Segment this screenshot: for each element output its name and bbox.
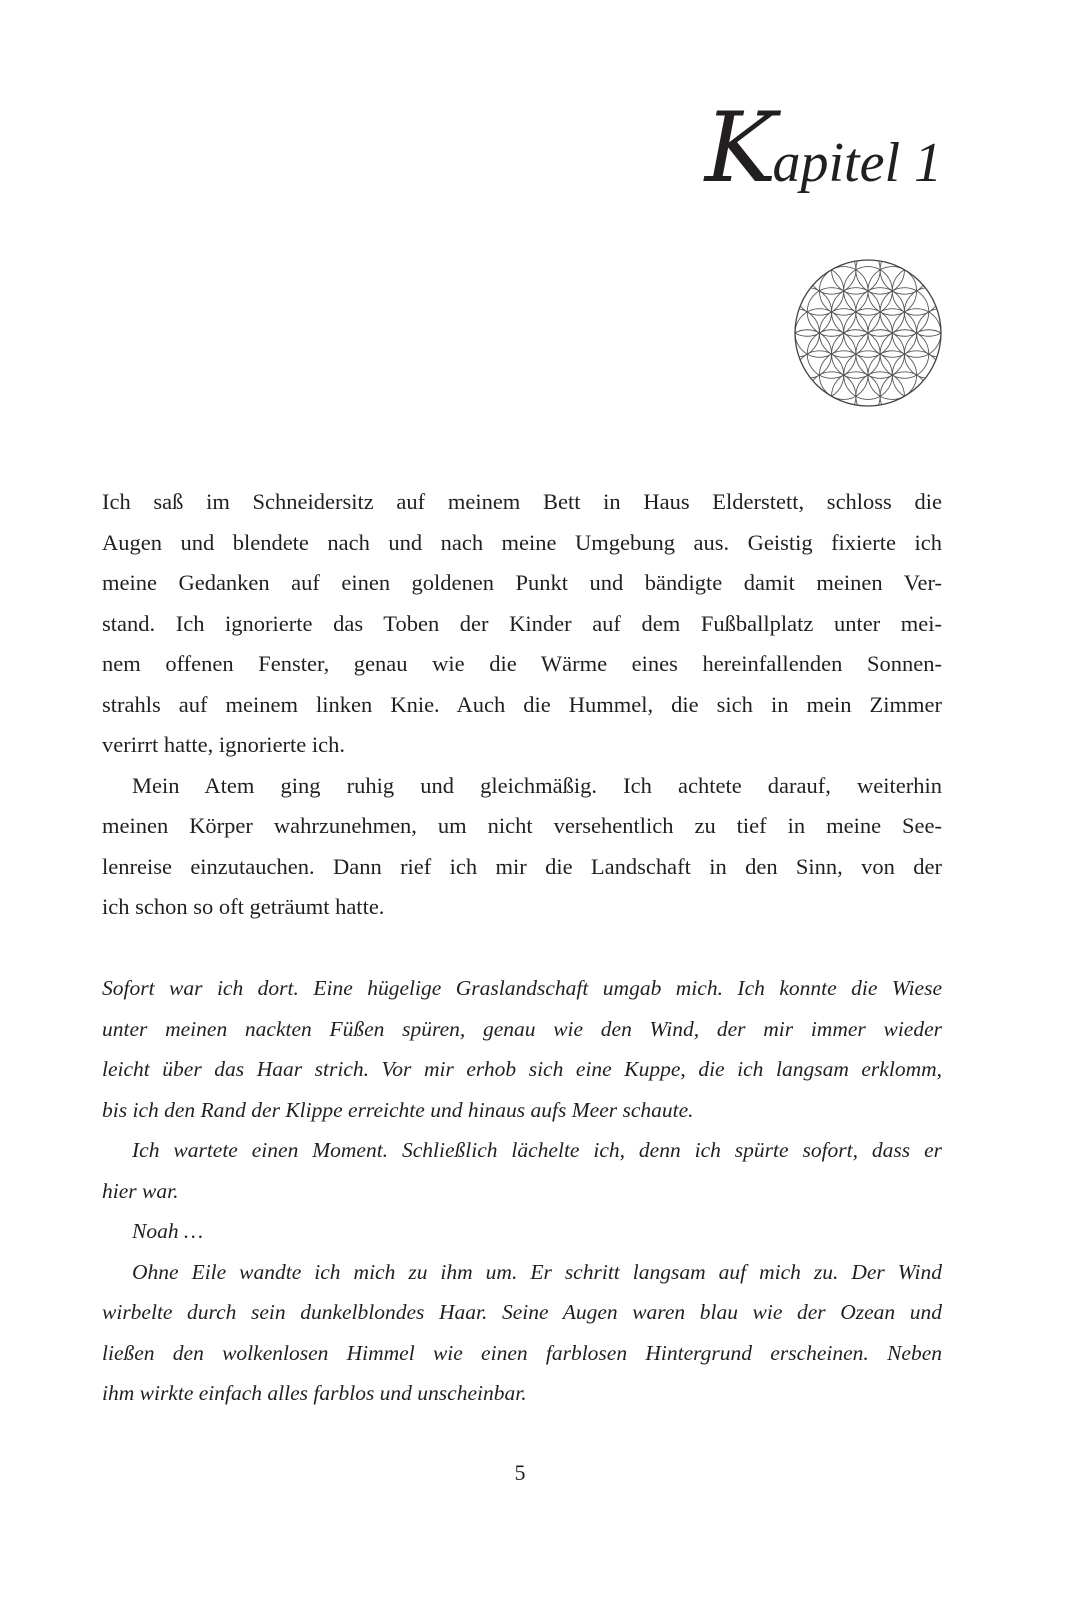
text-line: Mein Atem ging ruhig und gleichmäßig. Ich achtete darauf, weiterhin — [132, 772, 942, 798]
text-line: lenreise einzutauchen. Dann rief ich mir die Landschaft in den Sinn, von der — [102, 853, 942, 879]
italic-text-line: ihm wirkte einfach alles farblos und unscheinbar. — [102, 1381, 527, 1405]
chapter-title — [704, 92, 942, 204]
text-line: nem offenen Fenster, genau wie die Wärme eines hereinfallenden Sonnen- — [102, 651, 942, 676]
section-break — [102, 928, 942, 969]
chapter-body-text — [102, 482, 942, 1414]
page-number: 5 — [514, 1460, 526, 1485]
italic-text-line: Noah … — [132, 1219, 204, 1243]
text-line: Ich saß im Schneidersitz auf meinem Bett in Haus Elderstett, schloss die — [102, 489, 942, 514]
flower-circle — [792, 309, 819, 358]
italic-text-line: unter meinen nackten Füßen spüren, genau wie den Wind, der mir immer wieder — [102, 1016, 942, 1041]
italic-text-line: bis ich den Rand der Klippe erreichte und hinaus aufs Meer schaute. — [102, 1097, 694, 1122]
chapter-title-rest: apitel 1 — [772, 132, 942, 194]
italic-text-line: wirbelte durch sein dunkelblondes Haar. Seine Augen waren blau wie der Ozean und — [102, 1300, 942, 1324]
italic-text-line: Sofort war ich dort. Eine hügelige Graslandschaft umgab mich. Ich konnte die Wiese — [102, 976, 942, 1000]
italic-text-line: leicht über das Haar strich. Vor mir erhob sich eine Kuppe, die ich langsam erklomm, — [102, 1057, 942, 1081]
italic-text-line: Ohne Eile wandte ich mich zu ihm um. Er schritt langsam auf mich zu. Der Wind — [132, 1259, 942, 1284]
text-line: ich schon so oft geträumt hatte. — [102, 894, 385, 919]
flower-of-life-icon — [792, 257, 944, 409]
text-line: meine Gedanken auf einen goldenen Punkt und bändigte damit meinen Ver- — [102, 570, 942, 595]
italic-text-line: ließen den wolkenlosen Himmel wie einen farblosen Hintergrund erscheinen. Neben — [102, 1340, 942, 1365]
text-line: stand. Ich ignorierte das Toben der Kinder auf dem Fußballplatz unter mei- — [102, 610, 942, 636]
text-line: verirrt hatte, ignorierte ich. — [102, 732, 346, 757]
text-line: Augen und blendete nach und nach meine Umgebung aus. Geistig fixierte ich — [102, 529, 942, 555]
text-line: meinen Körper wahrzunehmen, um nicht versehentlich zu tief in meine See- — [102, 813, 942, 838]
text-line: strahls auf meinem linken Knie. Auch die Hummel, die sich in mein Zimmer — [102, 691, 942, 717]
italic-text-line: Ich wartete einen Moment. Schließlich lächelte ich, denn ich spürte sofort, dass er — [132, 1138, 942, 1162]
italic-text-line: hier war. — [102, 1178, 179, 1203]
chapter-title-initial: K — [704, 92, 777, 204]
flower-circle — [917, 309, 944, 358]
